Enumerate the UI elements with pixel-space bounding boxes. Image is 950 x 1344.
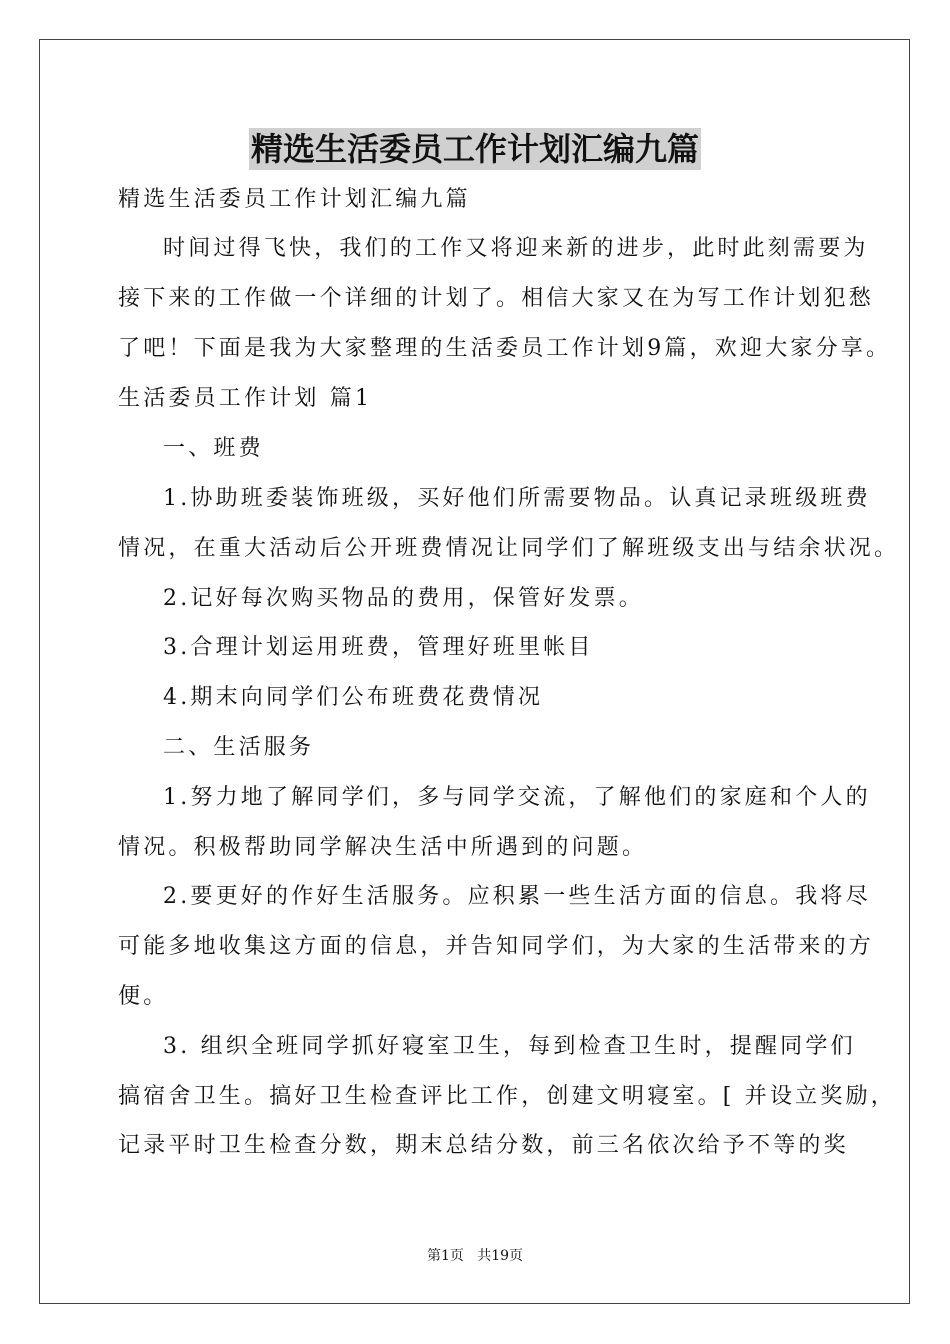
paragraph-line: 1.努力地了解同学们，多与同学交流，了解他们的家庭和个人的 [163,785,871,810]
paragraph-line: 时间过得飞快，我们的工作又将迎来新的进步，此时此刻需要为 [163,236,869,261]
document-title-text: 精选生活委员工作计划汇编九篇 [250,130,699,168]
paragraph-line: 情况。积极帮助同学解决生活中所遇到的问题。 [118,835,648,860]
paragraph-line: 1.协助班委装饰班级，买好他们所需要物品。认真记录班级班费 [163,486,871,511]
paragraph-line: 情况，在重大活动后公开班费情况让同学们了解班级支出与结余状况。 [118,536,900,561]
page-footer: 第1页 共19页 [426,1248,524,1264]
page-border [39,39,910,1304]
paragraph-line: 便。 [118,984,169,1009]
paragraph-line: 2.要更好的作好生活服务。应积累一些生活方面的信息。我将尽 [163,884,871,909]
paragraph-line: 搞宿舍卫生。搞好卫生检查评比工作，创建文明寝室。[ 并设立奖励， [118,1084,896,1109]
paragraph-line: 2.记好每次购买物品的费用，保管好发票。 [163,586,644,611]
paragraph-line: 接下来的工作做一个详细的计划了。相信大家又在为写工作计划犯愁 [118,286,875,311]
paragraph-line: 4.期末向同学们公布班费花费情况 [163,685,544,710]
paragraph-line: 可能多地收集这方面的信息，并告知同学们，为大家的生活带来的方 [118,934,875,959]
document-title [0,124,950,174]
paragraph-line: 记录平时卫生检查分数，期末总结分数，前三名依次给予不等的奖 [118,1133,849,1158]
section-heading: 生活委员工作计划 篇1 [118,386,373,411]
subsection-heading: 二、生活服务 [163,735,315,760]
subtitle-line: 精选生活委员工作计划汇编九篇 [118,187,471,212]
paragraph-line: 3. 组织全班同学抓好寝室卫生，每到检查卫生时，提醒同学们 [163,1034,856,1059]
paragraph-line: 3.合理计划运用班费，管理好班里帐目 [163,635,594,660]
subsection-heading: 一、班费 [163,436,264,461]
paragraph-line: 了吧！下面是我为大家整理的生活委员工作计划9篇，欢迎大家分享。 [118,336,892,361]
